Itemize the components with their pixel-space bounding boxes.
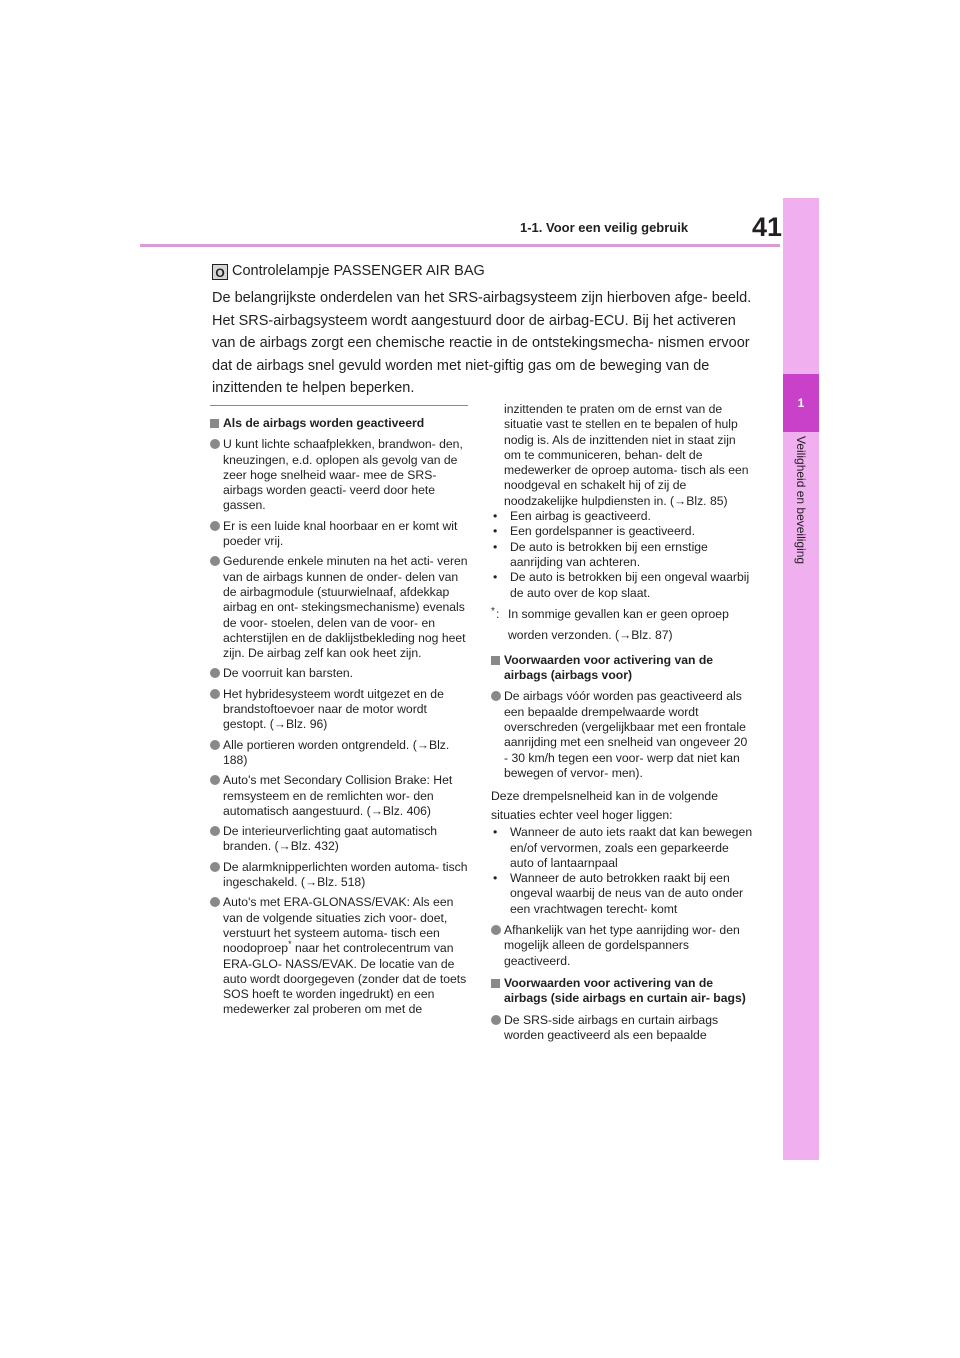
list-item-text: Auto's met ERA-GLONASS/EVAK: Als een van de volgende situaties zich voor- doet, verstuurt het systeem automa- tisch een noodoproep (223, 895, 454, 956)
footnote-marker: * (288, 939, 292, 950)
header-rule (140, 244, 780, 247)
footnote (491, 604, 753, 646)
body-text: Deze drempelsnelheid kan in de volgende situaties echter veel hoger liggen: (491, 789, 718, 823)
list-item: • De auto is betrokken bij een ongeval waarbij de auto over de kop slaat. (491, 570, 753, 601)
chapter-label: Veiligheid en beveiliging (794, 436, 808, 565)
left-column (210, 409, 468, 1023)
footnote-colon: : (496, 606, 500, 621)
list-item: Alle portieren worden ontgrendeld. (→Blz. 188) (210, 738, 468, 769)
right-column (491, 402, 753, 1048)
footnote-text: In sommige gevallen kan er geen oproep worden verzonden. (→Blz. 87) (508, 606, 729, 642)
section-rule (210, 405, 468, 406)
list-item-text: naar het controlecentrum van ERA-GLO- NASS/EVAK. De locatie van de auto wordt doorgegeven (zonder dat de toets SOS hoeft te worden ingedrukt) en een medewerker zal proberen om met de (223, 941, 467, 1017)
section-heading: Voorwaarden voor activering van de airbags (side airbags en curtain air- bags) (491, 976, 753, 1007)
list-item: • De auto is betrokken bij een ernstige aanrijding van achteren. (491, 540, 753, 571)
side-tab-bar (783, 198, 819, 1160)
intro-paragraph: De belangrijkste onderdelen van het SRS-airbagsysteem zijn hierboven afge- beeld. Het SRS-airbagsysteem wordt aangestuurd door de airbag-ECU. Bij het activeren van de airbags zorgt een chemische reactie in de ontstekingsmecha- nismen ervoor dat de airbags snel gevuld worden met niet-giftig gas om de beweging van de inzittenden te helpen beperken. (212, 290, 752, 396)
page-number: 41 (751, 212, 782, 242)
list-item: Auto's met Secondary Collision Brake: Het remsysteem en de remlichten wor- den automatisch aangestuurd. (→Blz. 406) (210, 773, 468, 819)
list-item: Het hybridesysteem wordt uitgezet en de brandstoftoevoer naar de motor wordt gestopt. (→Blz. 96) (210, 687, 468, 733)
list-item: U kunt lichte schaafplekken, brandwon- den, kneuzingen, e.d. oplopen als gevolg van de zeer hoge snelheid waar- mee de SRS-airbags worden geacti- veerd door hete gassen. (210, 437, 468, 513)
list-item: De alarmknipperlichten worden automa- tisch ingeschakeld. (→Blz. 518) (210, 860, 468, 891)
list-item: De voorruit kan barsten. (210, 666, 468, 681)
component-letter-box: O (212, 264, 228, 280)
component-label (212, 262, 485, 280)
section-heading: Voorwaarden voor activering van de airbags (airbags voor) (491, 653, 753, 684)
list-item: De interieurverlichting gaat automatisch branden. (→Blz. 432) (210, 824, 468, 855)
list-item: Er is een luide knal hoorbaar en er komt wit poeder vrij. (210, 519, 468, 550)
continuation-paragraph: inzittenden te praten om de ernst van de situatie vast te stellen en te bepalen of hulp nodig is. Als de inzittenden niet in staat zijn om te communiceren, behan- delt de medewerker de oproep automa- tisch als een noodgeval en schakelt hij of zij de noodzakelijke hulpdiensten in. (→Blz. 85) (504, 402, 749, 508)
chapter-tab[interactable]: 1 (783, 374, 819, 432)
list-item: De SRS-side airbags en curtain airbags worden geactiveerd als een bepaalde (491, 1013, 753, 1044)
list-item: • Wanneer de auto iets raakt dat kan bewegen en/of vervormen, zoals een geparkeerde auto of lantaarnpaal (491, 825, 753, 871)
list-item: • Een gordelspanner is geactiveerd. (491, 524, 753, 539)
list-item: De airbags vóór worden pas geactiveerd als een bepaalde drempelwaarde wordt overschreden (vergelijkbaar met een frontale aanrijding met een snelheid van ongeveer 20 - 30 km/h tegen een voor- werp dat niet kan bewegen of vervor- men). (491, 689, 753, 781)
list-item: • Een airbag is geactiveerd. (491, 509, 753, 524)
section-heading: Als de airbags worden geactiveerd (210, 416, 468, 431)
list-item-era-glonass (210, 895, 468, 1017)
footnote-marker: * (491, 605, 495, 617)
component-label-text: Controlelampje PASSENGER AIR BAG (232, 263, 485, 279)
list-item: • Wanneer de auto betrokken raakt bij een ongeval waarbij de neus van de auto onder een vrachtwagen terecht- komt (491, 871, 753, 917)
section-title: 1-1. Voor een veilig gebruik (520, 220, 689, 235)
list-item: Afhankelijk van het type aanrijding wor- den mogelijk alleen de gordelspanners geactiveerd. (491, 923, 753, 969)
list-item: Gedurende enkele minuten na het acti- veren van de airbags kunnen de onder- delen van de airbagmodule (stuurwielnaaf, afdekkap airbag en ont- stekingsmechanisme) evenals de voor- stoelen, delen van de voor- en achterstijlen en de daklijstbekleding nog heet zijn. De airbag zelf kan ook heet zijn. (210, 554, 468, 661)
